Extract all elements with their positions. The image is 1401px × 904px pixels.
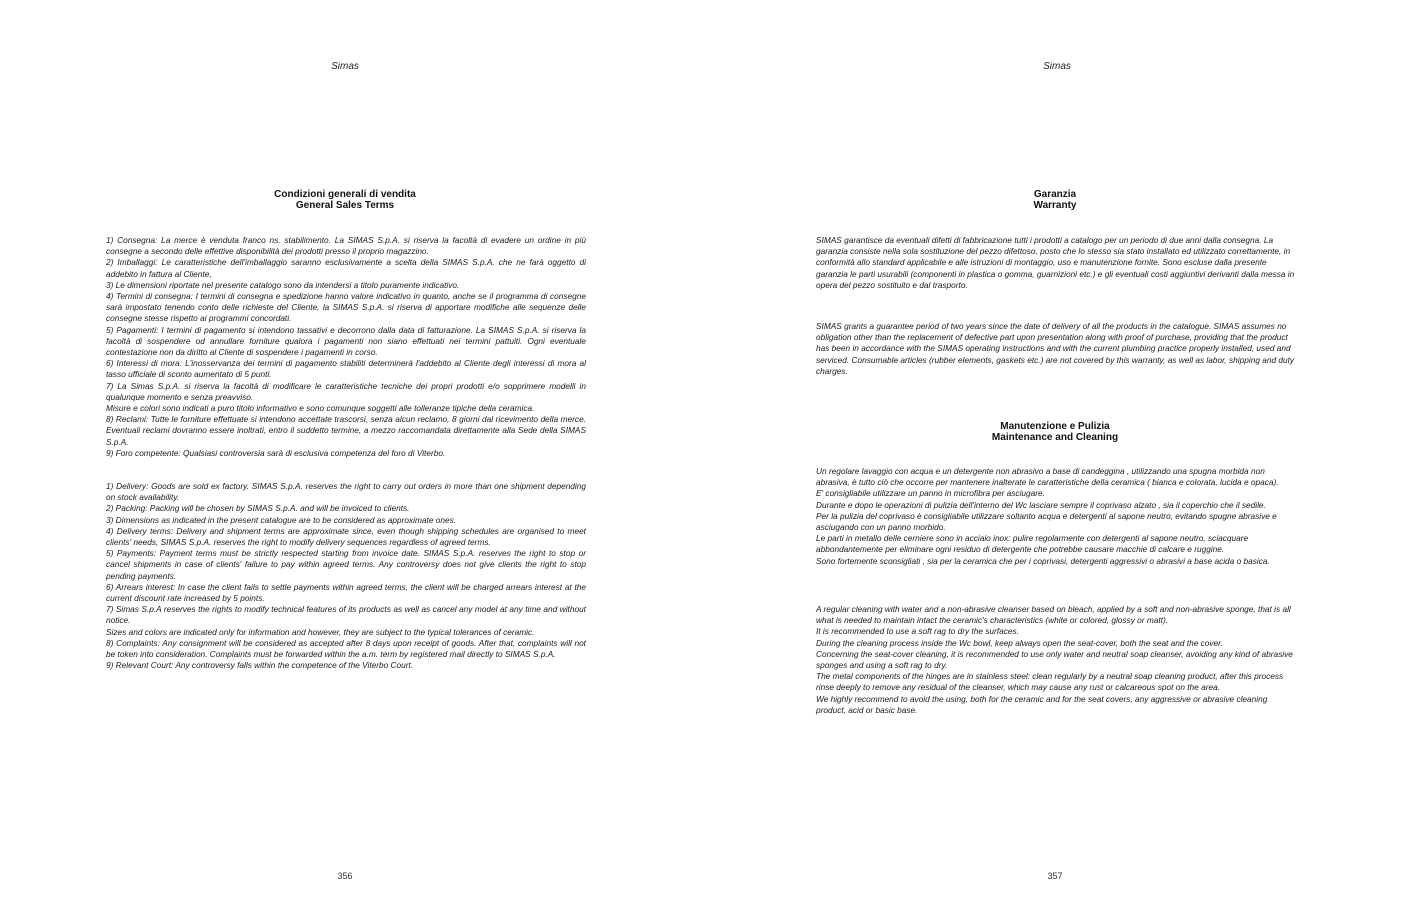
term-en-note: Sizes and colors are indicated only for information and however, they are subject to the typical tolerances of ceramic.: [106, 626, 535, 637]
term-it-2: 2) Imballaggi: Le caratteristiche dell'imballaggio saranno esclusivamente a scelta della SIMAS S.p.A. che ne farà oggetto di addebito in fattura al Cliente,: [106, 257, 586, 279]
term-it-9: 9) Foro competente: Qualsiasi controversia sarà di esclusiva competenza del foro di Viterbo.: [106, 447, 446, 458]
maintenance-it-5: Le parti in metallo delle cerniere sono in acciaio inox: pulire regolarmente con detergenti al sapone neutro, sciacquare abbondantemente per eliminare ogni residuo di detergente che potrebbe causare macchie di calcare e ruggine.: [816, 533, 1249, 555]
term-en-1: 1) Delivery: Goods are sold ex factory. SIMAS S.p.A. reserves the right to carry out orders in more than one shipment depending on stock availability.: [106, 481, 586, 503]
maintenance-title-it: Manutenzione e Pulizia: [1000, 421, 1110, 432]
sales-terms-it: [106, 235, 586, 459]
maintenance-en-5: The metal components of the hinges are in stainless steel: clean regularly by a neutral soap cleaning product, after this process rinse deeply to remove any residual of the cleanser, which may cause any rust or calcareous spot on the area.: [816, 671, 1284, 693]
term-en-6: 6) Arrears interest: In case the client fails to settle payments within agreed terms, the client will be charged arrears interest at the current discount rate increased by 5 points.: [106, 581, 586, 604]
maintenance-it-4: Per la pulizia del coprivaso è consigliabile utilizzare soltanto acqua e detergenti al sapone neutro, evitando spugne abrasive e asciugando con un panno morbido.: [816, 510, 1277, 533]
term-it-1: 1) Consegna: La merce è venduta franco ns. stabilimento. La SIMAS S.p.A. si riserva la facoltà di evadere un ordine in più consegne a secondo delle effettive disponibilità dei prodotti presso il proprio magazzino.: [106, 235, 586, 257]
term-en-5: 5) Payments: Payment terms must be strictly respected starting from invoice date. SIMAS S.p.A. reserves the right to stop or cancel shipments in case of clients' failure to pay within agreed terms. Any controversy does not give clients the right to stop pending payments.: [106, 548, 586, 581]
maintenance-en-3: During the cleaning process inside the Wc bowl, keep always open the seat-cover, both the seat and the cover.: [816, 637, 1223, 648]
sales-terms-title-en: General Sales Terms: [295, 200, 395, 211]
maintenance-en-1: A regular cleaning with water and a non-abrasive cleanser based on bleach, applied by a soft and non-abrasive sponge, that is all what is needed to maintain intact the ceramic's characteristics (white or colored, glossy or matt).: [816, 604, 1291, 626]
sales-terms-title-it: Condizioni generali di vendita: [274, 189, 416, 200]
right-page: [710, 0, 1401, 904]
term-it-7: 7) La Simas S.p.A. si riserva la facoltà di modificare le caratteristiche tecniche dei propri prodotti e/o sopprimere modelli in qualunque momento e senza preavviso.: [106, 380, 586, 402]
maintenance-title: [705, 421, 1401, 443]
maintenance-en-6: We highly recommend to avoid the using, both for the ceramic and for the seat covers, any aggressive or abrasive cleaning product, acid or basic base.: [816, 693, 1268, 715]
warranty-paragraph-en: SIMAS grants a guarantee period of two years since the date of delivery of all the products in the catalogue. SIMAS assumes no obligation other than the replacement of defective part upon presentation along with proof of purchase, providing that the product has been in accordance with the SIMAS operating instructions and with the current plumbing practice properly installed, used and serviced. Consumable articles (rubber elements, gaskets etc.) are not covered by this warranty, as well as labor, shipping and duty charges.: [816, 321, 1295, 376]
term-it-5: 5) Pagamenti: I termini di pagamento si intendono tassativi e decorrono dalla data di fatturazione. La SIMAS S.p.A. si riserva la facoltà di sospendere od annullare forniture qualora i pagamenti non siano effettuati nei termini pattuiti. Ogni eventuale contestazione non da diritto al Cliente di sospendere i pagamenti in corso.: [106, 324, 586, 358]
left-page: [0, 0, 700, 904]
page-number: 356: [337, 871, 353, 881]
sales-terms-en: [106, 481, 586, 671]
term-en-3: 3) Dimensions as indicated in the present catalogue are to be considered as approximate ones.: [106, 514, 457, 525]
maintenance-en-4: Concerning the seat-cover cleaning, it is recommended to use only water and neutral soap cleanser, avoiding any kind of abrasive sponges and using a soft rag to dry.: [816, 648, 1293, 671]
maintenance-it-3: Durante e dopo le operazioni di pulizia dell'interno del Wc lasciare sempre il coprivaso alzato , sia il coperchio che il sedile.: [816, 499, 1266, 510]
warranty-paragraph-it: SIMAS garantisce da eventuali difetti di fabbricazione tutti i prodotti a catalogo per un periodo di due anni dalla consegna. La garanzia consiste nella sola sostituzione del pezzo difettoso, posto che lo stesso sia stato installato ed utilizzato correttamente, in conformità allo standard applicabile e alle istruzioni di montaggio, uso e manutenzione fornite. Sono escluse dalla presente garanzia le parti usurabili (componenti in plastica o gomma, guarnizioni etc.) e gli eventuali costi aggiuntivi derivanti dalla messa in opera del pezzo sostituito e dal trasporto.: [816, 235, 1295, 290]
term-it-note: Misure e colori sono indicati a puro titolo informativo e sono comunque soggetti alle tolleranze tipiche della ceramica.: [106, 403, 535, 414]
maintenance-it-1: Un regolare lavaggio con acqua e un detergente non abrasivo a base di candeggina , utilizzando una spugna morbida non abrasiva, è tutto ciò che occorre per mantenere inalterate le caratteristiche della ceramica ( bianca e colorata, lucida e opaca).: [816, 466, 1279, 488]
running-head: Simas: [1043, 61, 1071, 72]
term-it-3: 3) Le dimensioni riportate nel presente catalogo sono da intendersi a titolo puramente indicativo.: [106, 279, 460, 290]
maintenance-it-6: Sono fortemente sconsigliati , sia per la ceramica che per i coprivasi, detergenti aggressivi o abrasivi a base acida o basica.: [816, 555, 1270, 566]
term-en-4: 4) Delivery terms: Delivery and shipment terms are approximate since, even though shipping schedules are organised to meet clients' needs, SIMAS S.p.A. reserves the right to modify delivery sequences regardless of agreed terms.: [106, 525, 586, 548]
running-head: Simas: [331, 61, 359, 72]
warranty-title-en: Warranty: [1033, 200, 1077, 211]
warranty-title: [705, 189, 1401, 211]
warranty-text-en: [816, 321, 1298, 377]
term-en-9: 9) Relevant Court: Any controversy falls within the competence of the Viterbo Court.: [106, 660, 414, 671]
sales-terms-title: [0, 189, 695, 211]
term-it-4: 4) Termini di consegna: I termini di consegna e spedizione hanno valore indicativo in quanto, anche se il programma di consegne sarà impostato tenendo conto delle richieste del Cliente, la SIMAS S.p.A. si riserva di apportare modifiche alle sequenze delle consegne stesse rispetto ai programmi concordati.: [106, 291, 586, 324]
maintenance-text-en: [816, 604, 1298, 716]
maintenance-title-en: Maintenance and Cleaning: [991, 432, 1119, 443]
page-number: 357: [1047, 871, 1063, 881]
term-it-8: 8) Reclami: Tutte le forniture effettuate si intendono accettate trascorsi, senza alcun reclamo, 8 giorni dal ricevimento della merce. Eventuali reclami dovranno essere inoltrati, entro il suddetto termine, a mezzo raccomandata direttamente alla Sede della SIMAS S.p.A.: [106, 414, 586, 447]
maintenance-it-2: E' consigliabile utilizzare un panno in microfibra per asciugare.: [816, 488, 1045, 499]
term-it-6: 6) Interessi di mora: L'inosservanza dei termini di pagamento stabiliti determinerà l'addebito al Cliente degli interessi di mora al tasso ufficiale di sconto aumentato di 5 punti.: [106, 358, 586, 380]
warranty-text-it: [816, 235, 1298, 291]
warranty-title-it: Garanzia: [1033, 189, 1077, 200]
term-en-2: 2) Packing: Packing will be chosen by SIMAS S.p.A. and will be invoiced to clients.: [106, 503, 410, 514]
term-en-7: 7) Simas S.p.A reserves the rights to modify technical features of its products as well as cancel any model at any time and without notice.: [106, 604, 586, 626]
maintenance-text-it: [816, 466, 1298, 567]
maintenance-en-2: It is recommended to use a soft rag to dry the surfaces.: [816, 626, 1019, 637]
term-en-8: 8) Complaints: Any consignment will be considered as accepted after 8 days upon receipt of goods. After that, complaints will not be token into consideration. Complaints must be forwarded within the a.m. term by registered mail directly to SIMAS S.p.A.: [106, 637, 586, 660]
